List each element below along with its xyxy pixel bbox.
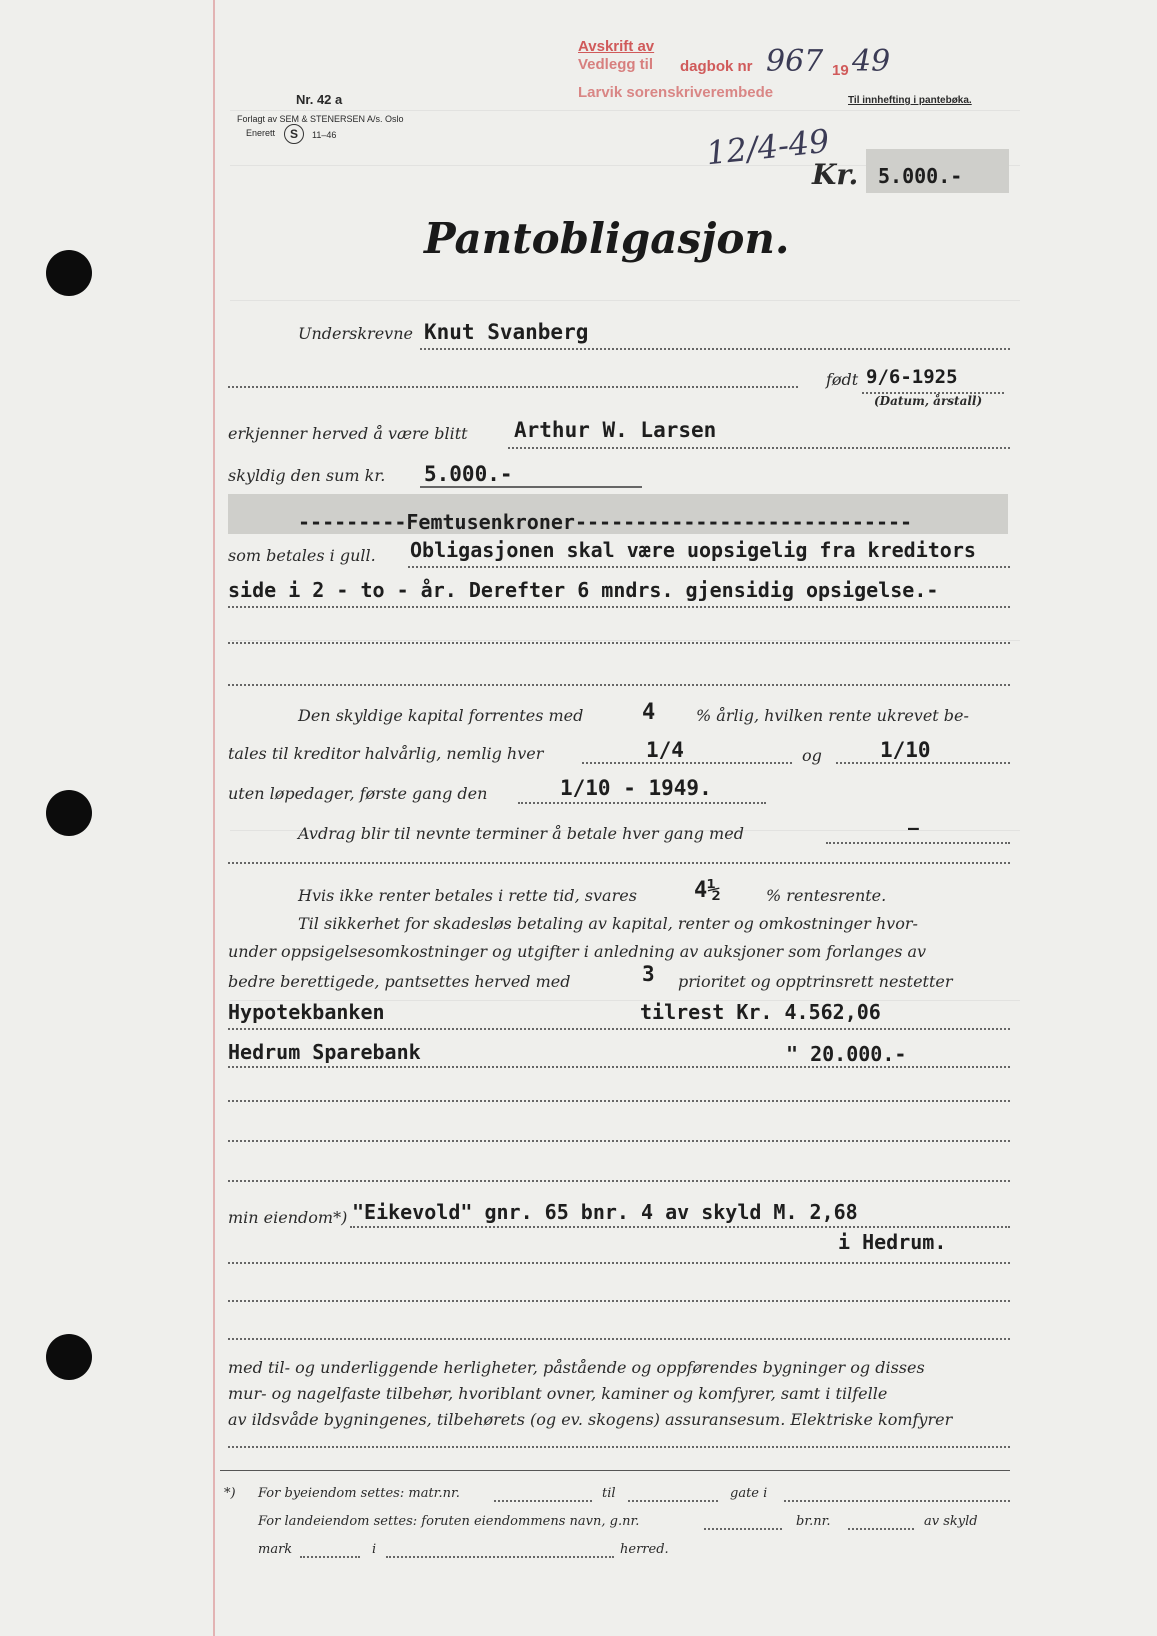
interest-term-2: 1/10 [880,738,931,762]
dotted-line [228,1262,1010,1264]
stamp-year-prefix: 19 [832,62,849,79]
installment-text: Avdrag blir til nevnte terminer å betale hver gang med [298,824,744,843]
footnote-1c: gate i [730,1486,768,1501]
footnote-3c: herred. [620,1542,669,1557]
footnote-2b: br.nr. [796,1514,831,1529]
prior-lien-2-amount: " 20.000.- [786,1042,907,1066]
show-through [230,640,1020,641]
form-date-code: 11–46 [312,130,337,140]
publisher-line: Forlagt av SEM & STENERSEN A/s. Oslo [237,114,404,124]
dotted-line [350,1226,1010,1228]
interest-rate: 4 [642,700,656,725]
late-interest-text-a: Hvis ikke renter betales i rette tid, svares [298,886,637,905]
publisher-logo: S [284,124,304,144]
closing-line-2: mur- og nagelfaste tilbehør, hvoriblant ovner, kaminer og komfyrer, samt i tilfelle [228,1384,888,1403]
kr-label: Kr. [812,158,859,191]
interest-text-3a: uten løpedager, første gang den [228,784,488,803]
footnote-star: *) [224,1486,236,1501]
binder-hole-middle [46,790,92,836]
dotted-line [228,1338,1010,1340]
closing-line-1: med til- og underliggende herligheter, påstående og oppførendes bygninger og disses [228,1358,925,1377]
stamp-office: Larvik sorenskriverembede [578,84,774,101]
late-interest-rate: 4½ [694,878,721,903]
sum-value: 5.000.- [424,462,513,486]
dotted-line [582,762,792,764]
footnote-1a: For byeiendom settes: matr.nr. [258,1486,460,1501]
dotted-line [228,862,1010,864]
stamp-line-2: Vedlegg til [578,56,654,73]
handwritten-date: 12/4-49 [704,121,832,173]
undersigned-value: Knut Svanberg [424,320,589,344]
prior-lien-1-amount: tilrest Kr. 4.562,06 [640,1000,881,1024]
form-number: Nr. 42 a [296,92,343,107]
security-text-1: Til sikkerhet for skadesløs betaling av kapital, renter og omkostninger hvor- [298,914,918,933]
dotted-line [228,1300,1010,1302]
born-label: født [826,370,859,389]
dotted-line [836,762,1010,764]
dotted-line [408,566,1010,568]
dotted-line [228,1028,1010,1030]
footnote-1b: til [602,1486,616,1501]
stamp-dagbok-label: dagbok nr [680,58,753,75]
dotted-line [518,802,766,804]
first-payment-date: 1/10 - 1949. [560,776,712,800]
stamp-line-1: Avskrift av [578,38,655,55]
dotted-line [300,1556,360,1558]
prior-lien-1-name: Hypotekbanken [228,1000,385,1024]
property-municipality: i Hedrum. [838,1230,947,1254]
sum-underline [420,486,642,488]
filing-note: Til innhefting i pantebøka. [848,95,972,106]
dotted-line [386,1556,614,1558]
dotted-line [228,1140,1010,1142]
dotted-line [848,1528,914,1530]
late-interest-text-b: % rentesrente. [766,886,887,905]
property-label: min eiendom*) [228,1208,348,1227]
interest-text-2a: tales til kreditor halvårlig, nemlig hver [228,744,544,763]
security-text-3a: bedre berettigede, pantsettes herved med [228,972,571,991]
dotted-line [494,1500,592,1502]
payment-terms-1: Obligasjonen skal være uopsigelig fra kreditors [410,538,976,562]
stamp-journal-number: 967 [766,44,824,79]
exclusive-label: Enerett [246,128,276,138]
lien-priority: 3 [642,962,655,986]
dotted-line [228,642,1010,644]
show-through [230,300,1020,301]
dotted-line [228,1180,1010,1182]
footnote-2a: For landeiendom settes: foruten eiendommens navn, g.nr. [258,1514,640,1529]
dotted-line [826,842,1010,844]
interest-term-1: 1/4 [646,738,684,762]
dotted-line [228,1100,1010,1102]
dotted-line [784,1500,1010,1502]
sum-label: skyldig den sum kr. [228,466,386,485]
dotted-line [228,684,1010,686]
security-text-2: under oppsigelsesomkostninger og utgifter i anledning av auksjoner som forlanges av [228,942,927,961]
born-value: 9/6-1925 [866,366,958,388]
footnote-2c: av skyld [924,1514,978,1529]
stamp-year: 49 [852,44,891,79]
dotted-line [704,1528,782,1530]
dotted-line [228,1446,1010,1448]
payment-terms-2: side i 2 - to - år. Derefter 6 mndrs. gjensidig opsigelse.- [228,578,939,602]
footnote-3b: i [372,1542,377,1557]
footnote-3a: mark [258,1542,293,1557]
show-through [230,110,1020,111]
red-margin-line [213,0,215,1636]
dotted-line [228,386,798,388]
undersigned-label: Underskrevne [298,324,413,343]
dotted-line [228,1066,1010,1068]
property-description: "Eikevold" gnr. 65 bnr. 4 av skyld M. 2,68 [352,1200,858,1224]
dotted-line [228,606,1010,608]
footnote-rule [220,1470,1010,1471]
security-text-3b: prioritet og opptrinsrett nestetter [678,972,953,991]
interest-text-1a: Den skyldige kapital forrentes med [298,706,584,725]
sum-in-words: ---------Femtusenkroner---------------------------- [298,510,913,534]
binder-hole-top [46,250,92,296]
interest-text-1b: % årlig, hvilken rente ukrevet be- [696,706,969,725]
binder-hole-bottom [46,1334,92,1380]
dotted-line [420,348,1010,350]
closing-line-3: av ildsvåde bygningenes, tilbehørets (og ev. skogens) assuransesum. Elektriske komfyrer [228,1410,953,1429]
dotted-line [628,1500,718,1502]
creditor-label: erkjenner herved å være blitt [228,424,468,443]
prior-lien-2-name: Hedrum Sparebank [228,1040,421,1064]
document-title: Pantobligasjon. [424,214,790,263]
creditor-value: Arthur W. Larsen [514,418,717,442]
interest-text-2b: og [802,746,822,765]
amount-value: 5.000.- [878,164,963,188]
born-hint: (Datum, årstall) [874,394,983,408]
dotted-line [508,447,1010,449]
payment-label: som betales i gull. [228,546,376,565]
installment-value: — [908,818,919,839]
